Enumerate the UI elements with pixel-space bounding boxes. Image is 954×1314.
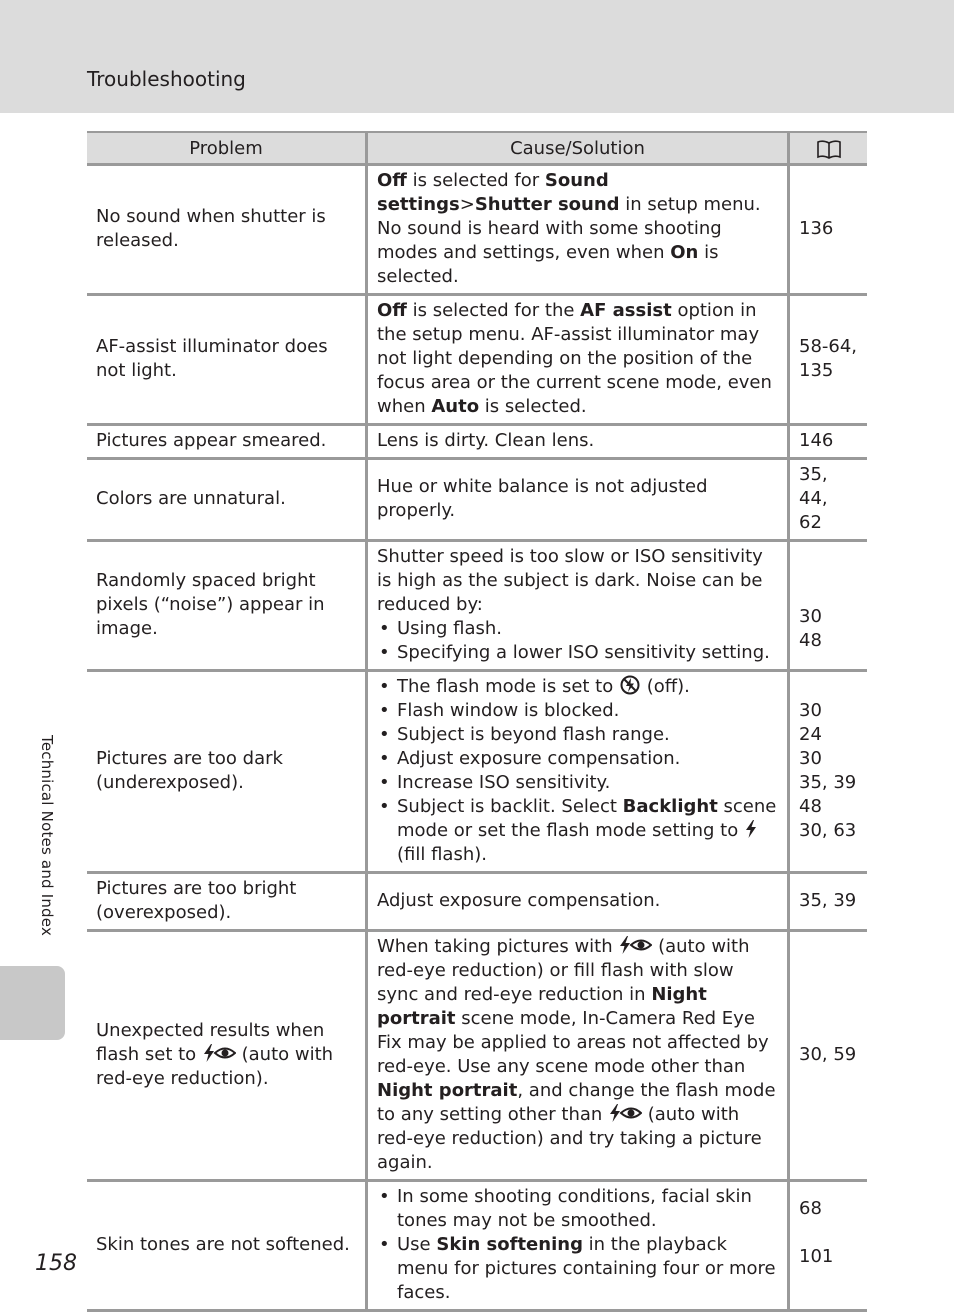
reference-page [799, 557, 859, 581]
column-header-reference [787, 131, 867, 166]
reference-pages-cell [787, 672, 867, 874]
reference-page [799, 1269, 859, 1293]
reference-page: 30 [799, 606, 822, 627]
table-row [87, 460, 867, 542]
book-reference-icon [816, 139, 842, 159]
cause-solution-cell [365, 426, 787, 460]
column-header-problem: Problem [87, 131, 365, 166]
problem-text: Pictures are too bright (overexposed). [96, 878, 297, 923]
reference-page: 35, 39 [799, 890, 857, 911]
header-band [0, 0, 954, 113]
reference-page: 30 [799, 748, 822, 769]
reference-page: 30, 63 [799, 820, 857, 841]
problem-cell [87, 874, 365, 932]
table-row [87, 1182, 867, 1312]
cause-solution-cell [365, 460, 787, 542]
table-row [87, 296, 867, 426]
cause-solution-cell [365, 166, 787, 296]
problem-cell [87, 460, 365, 542]
cause-solution-text: Lens is dirty. Clean lens. [377, 430, 595, 451]
cause-solution-cell [365, 932, 787, 1182]
problem-cell [87, 542, 365, 672]
problem-text: Skin tones are not softened. [96, 1234, 350, 1255]
cause-solution-cell [365, 296, 787, 426]
problem-cell [87, 932, 365, 1182]
reference-page: 35, 44, [799, 464, 828, 509]
problem-text: Unexpected results when flash set to (auto with red-eye reduction). [96, 1020, 334, 1089]
problem-cell [87, 426, 365, 460]
cause-solution-cell [365, 542, 787, 672]
problem-text: No sound when shutter is released. [96, 206, 326, 251]
cause-solution-cell [365, 672, 787, 874]
reference-page: 68 [799, 1198, 822, 1219]
cause-solution-text: Adjust exposure compensation. [377, 890, 661, 911]
reference-page: 101 [799, 1246, 834, 1267]
table-row [87, 672, 867, 874]
reference-page: 58-64, [799, 336, 858, 357]
cause-solution-text: Hue or white balance is not adjusted properly. [377, 476, 708, 521]
reference-page: 146 [799, 430, 834, 451]
cause-solution-text: When taking pictures with (auto with red-eye reduction) or fill flash with slow sync and red-eye reduction in Night portrait scene mode, In-Camera Red Eye Fix may be applied to areas not affected by red-eye. Use any scene mode other than Night portrait, and change the flash mode to any setting other than (auto with red-eye reduction) and try taking a picture again. [377, 936, 776, 1173]
reference-pages-cell [787, 542, 867, 672]
table-row [87, 542, 867, 672]
cause-solution-text: Off is selected for the AF assist option in the setup menu. AF-assist illuminator may not light depending on the position of the focus area or the current scene mode, even when Auto is selected. [377, 300, 772, 417]
problem-cell [87, 672, 365, 874]
side-tab-label: Technical Notes and Index [38, 735, 56, 937]
reference-pages-cell [787, 166, 867, 296]
problem-cell [87, 1182, 365, 1312]
reference-pages-cell [787, 932, 867, 1182]
reference-page [799, 1221, 859, 1245]
table-header-row [87, 131, 867, 166]
problem-text: Pictures are too dark (underexposed). [96, 748, 283, 793]
problem-text: Randomly spaced bright pixels (“noise”) appear in image. [96, 570, 325, 639]
problem-text: AF-assist illuminator does not light. [96, 336, 328, 381]
cause-solution-text: Shutter speed is too slow or ISO sensitivity is high as the subject is dark. Noise can be reduced by: • Using flash. • Specifying a lower ISO sensitivity setting. [377, 545, 779, 665]
cause-solution-text: • In some shooting conditions, facial skin tones may not be smoothed. • Use Skin softening in the playback menu for pictures containing four or more faces. [377, 1185, 779, 1305]
reference-page: 136 [799, 218, 834, 239]
side-tab-marker [0, 966, 65, 1040]
table-row [87, 166, 867, 296]
reference-page: 30, 59 [799, 1044, 857, 1065]
reference-page: 48 [799, 796, 822, 817]
reference-page [799, 581, 859, 605]
problem-cell [87, 166, 365, 296]
section-title: Troubleshooting [87, 67, 246, 91]
cause-solution-cell [365, 874, 787, 932]
cause-solution-cell [365, 1182, 787, 1312]
table-row [87, 426, 867, 460]
reference-page: 35, 39 [799, 772, 857, 793]
reference-page: 62 [799, 512, 822, 533]
reference-page: 30 [799, 700, 822, 721]
troubleshooting-table [87, 131, 867, 1312]
reference-page: 48 [799, 630, 822, 651]
problem-text: Colors are unnatural. [96, 488, 286, 509]
problem-text: Pictures appear smeared. [96, 430, 327, 451]
column-header-cause-solution: Cause/Solution [365, 131, 787, 166]
reference-pages-cell [787, 426, 867, 460]
reference-page: 135 [799, 360, 834, 381]
cause-solution-text: Off is selected for Sound settings>Shutter sound in setup menu. No sound is heard with some shooting modes and settings, even when On is selected. [377, 170, 761, 287]
reference-pages-cell [787, 460, 867, 542]
cause-solution-text: • The flash mode is set to (off). • Flash window is blocked. • Subject is beyond flash range. • Adjust exposure compensation. • Increase ISO sensitivity. • Subject is backlit. Select Backlight scene mode or set the flash mode setting to (fill flash). [377, 675, 779, 867]
reference-page: 24 [799, 724, 822, 745]
page-number: 158 [35, 1251, 77, 1276]
reference-pages-cell [787, 296, 867, 426]
table-row [87, 874, 867, 932]
table-row [87, 932, 867, 1182]
problem-cell [87, 296, 365, 426]
reference-pages-cell [787, 1182, 867, 1312]
reference-pages-cell [787, 874, 867, 932]
